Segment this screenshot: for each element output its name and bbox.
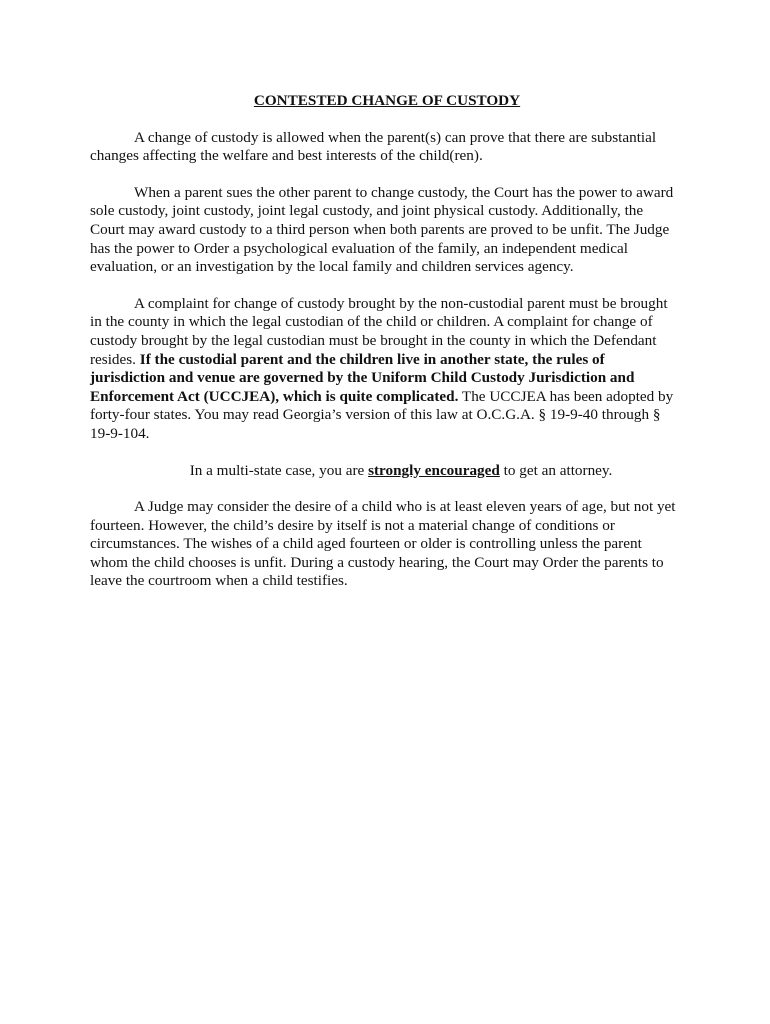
paragraph-substantial-changes: A change of custody is allowed when the parent(s) can prove that there are substantial changes affecting the welfare and best interests of the child(ren). — [90, 128, 657, 165]
multistate-tail-text: to get an attorney. — [499, 461, 613, 479]
paragraph-multistate — [90, 462, 678, 481]
strongly-encouraged-text: strongly encouraged — [368, 461, 500, 479]
document-title: CONTESTED CHANGE OF CUSTODY — [253, 92, 521, 109]
multistate-lead-text: In a multi-state case, you are — [189, 461, 369, 479]
paragraph-child-preference: A Judge may consider the desire of a child who is at least eleven years of age, but not yet fourteen. However, the child’s desire by itself is not a material change of conditions or circumstances. The wishes of a child aged fourteen or older is controlling unless the parent whom the child chooses is unfit. During a custody hearing, the Court may Order the parents to leave the courtroom when a child testifies. — [90, 498, 676, 590]
paragraph-court-powers: When a parent sues the other parent to change custody, the Court has the power to award sole custody, joint custody, joint legal custody, and joint physical custody. Additionally, the Court may award custody to a third person when both parents are proved to be unfit. The Judge has the power to Order a psychological evaluation of the family, an independent medical evaluation, or an investigation by the local family and children services agency. — [90, 183, 674, 276]
uccjea-adoption-text: The UCCJEA has been adopted by forty-four states. You may read Georgia’s version of this law at O.C.G.A. § 19-9-40 through § 19-9-104. — [90, 387, 674, 442]
paragraph-jurisdiction — [90, 295, 678, 444]
document-page — [90, 92, 678, 609]
jurisdiction-text: A complaint for change of custody brought by the non-custodial parent must be brought in the county in which the legal custodian of the child or children. A complaint for change of custody brought by the legal custodian must be brought in the county in which the Defendant resides. — [90, 294, 668, 368]
uccjea-bold-text: If the custodial parent and the children live in another state, the rules of jurisdiction and venue are governed by the Uniform Child Custody Jurisdiction and Enforcement Act (UCCJEA), which is quite complicated. — [90, 350, 635, 405]
